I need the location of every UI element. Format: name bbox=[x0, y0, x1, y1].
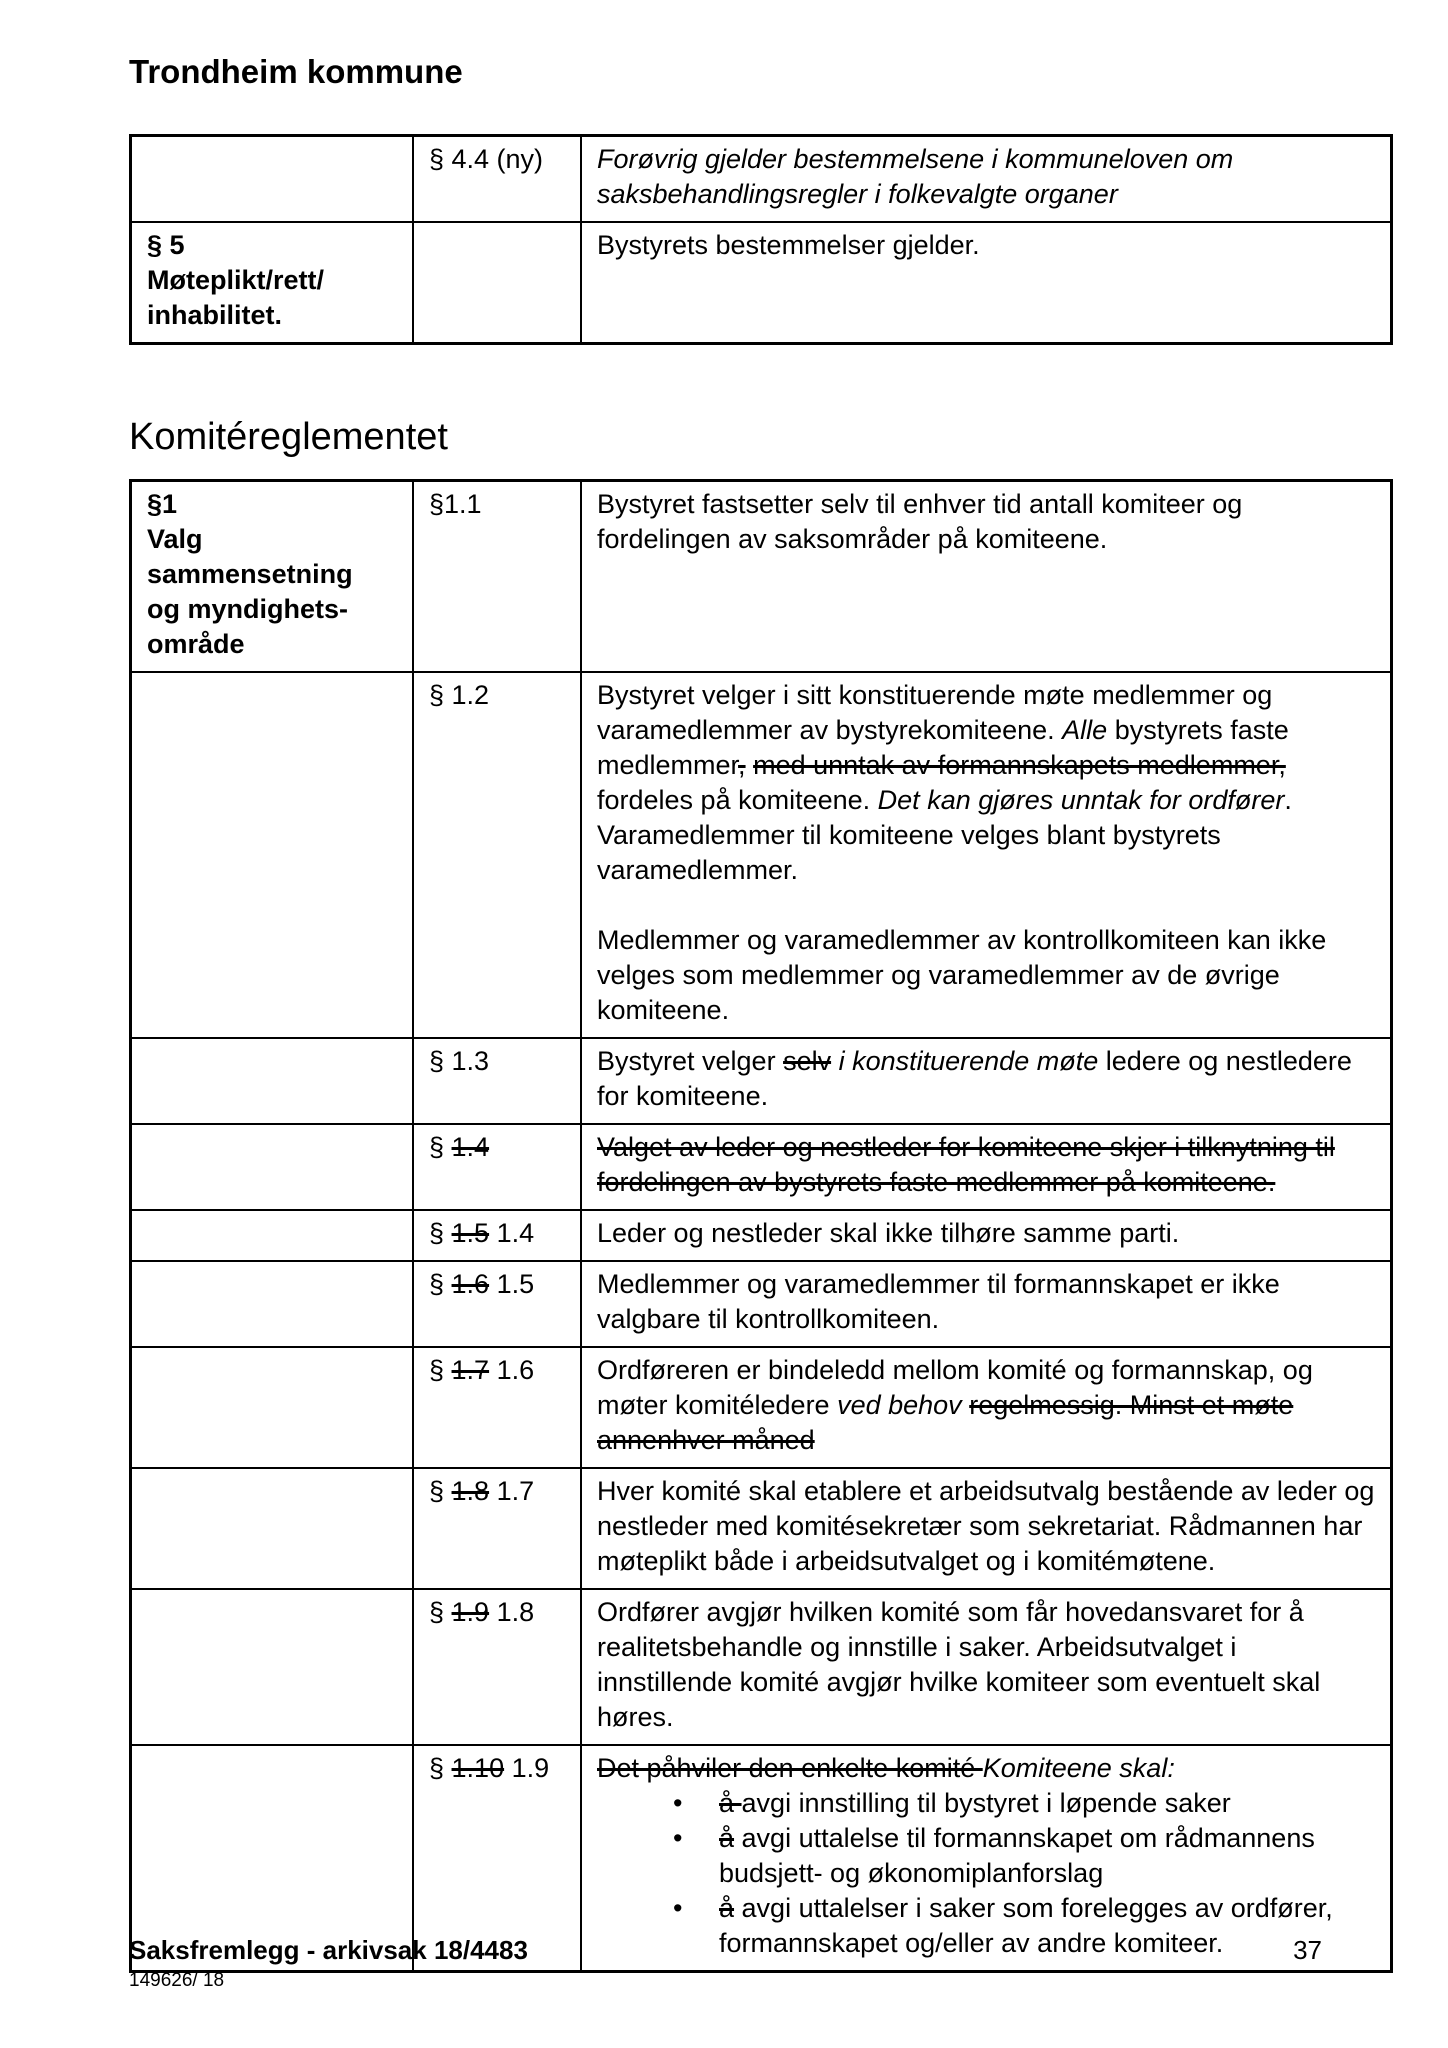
table-row bbox=[131, 1124, 1392, 1210]
table-row bbox=[131, 222, 1392, 344]
paragraph-number-cell bbox=[413, 136, 581, 223]
footer-case-reference: Saksfremlegg - arkivsak 18/4483 bbox=[129, 1935, 528, 1965]
paragraph-ref: § 1.3 bbox=[429, 1046, 490, 1076]
section-cell bbox=[131, 136, 414, 223]
paragraph-number-cell bbox=[413, 222, 581, 344]
table-row bbox=[131, 672, 1392, 1038]
paragraph-ref: § 1.5 1.4 bbox=[429, 1218, 535, 1248]
rule-text: Bystyret velger selv i konstituerende møte ledere og nestledere for komiteene. bbox=[597, 1046, 1352, 1111]
section-title-line: Møteplikt/rett/ bbox=[147, 265, 325, 295]
rule-text: Hver komité skal etablere et arbeidsutvalg bestående av leder og nestleder med komitésekretær som sekretariat. Rådmannen har møteplikt både i arbeidsutvalget og i komitémøtene. bbox=[597, 1476, 1375, 1576]
table-row bbox=[131, 1261, 1392, 1347]
section-title-line: område bbox=[147, 629, 245, 659]
bullet-item: • å avgi uttalelser i saker som forelegges av ordfører, formannskapet og/eller av andre komiteer. bbox=[597, 1891, 1375, 1961]
rule-text-cell bbox=[581, 1468, 1392, 1589]
section-cell bbox=[131, 481, 414, 673]
footer-document-id: 149626/ 18 bbox=[129, 1970, 225, 1991]
rule-text-cell bbox=[581, 1589, 1392, 1745]
section-cell bbox=[131, 1347, 414, 1468]
paragraph-number-cell bbox=[413, 1210, 581, 1261]
table-row bbox=[131, 1210, 1392, 1261]
section-cell bbox=[131, 1038, 414, 1124]
section-cell bbox=[131, 1210, 414, 1261]
rule-text: Bystyret fastsetter selv til enhver tid antall komiteer og fordelingen av saksområder på komiteene. bbox=[597, 489, 1243, 554]
page-number: 37 bbox=[1293, 1935, 1322, 1965]
section-cell bbox=[131, 1468, 414, 1589]
rules-table-top bbox=[129, 134, 1393, 345]
section-cell bbox=[131, 1589, 414, 1745]
rule-text: Leder og nestleder skal ikke tilhøre samme parti. bbox=[597, 1218, 1180, 1248]
rule-text-cell bbox=[581, 222, 1392, 344]
section-title-line: § 5 bbox=[147, 230, 185, 260]
rule-text-cell bbox=[581, 672, 1392, 1038]
rule-text-cell bbox=[581, 136, 1392, 223]
rule-text: Det påhviler den enkelte komité Komiteene skal: bbox=[597, 1753, 1175, 1783]
paragraph-number-cell bbox=[413, 1347, 581, 1468]
table-row bbox=[131, 136, 1392, 223]
committee-rules-table bbox=[129, 479, 1393, 1973]
rule-text: Valget av leder og nestleder for komiteene skjer i tilknytning til fordelingen av bystyrets faste medlemmer på komiteene. bbox=[597, 1132, 1335, 1197]
paragraph-number-cell bbox=[413, 1124, 581, 1210]
rule-text-cell bbox=[581, 1038, 1392, 1124]
rule-text: Ordføreren er bindeledd mellom komité og formannskap, og møter komitéledere ved behov regelmessig. Minst et møte annenhver måned bbox=[597, 1355, 1313, 1455]
section-title-line: §1 bbox=[147, 489, 178, 519]
paragraph-number-cell bbox=[413, 1468, 581, 1589]
paragraph-number-cell bbox=[413, 481, 581, 673]
rule-text: Forøvrig gjelder bestemmelsene i kommuneloven om saksbehandlingsregler i folkevalgte organer bbox=[597, 144, 1234, 209]
rule-text-cell bbox=[581, 481, 1392, 673]
section-cell bbox=[131, 1124, 414, 1210]
table-row bbox=[131, 1589, 1392, 1745]
table-row bbox=[131, 1468, 1392, 1589]
paragraph-number-cell bbox=[413, 672, 581, 1038]
paragraph-number-cell bbox=[413, 1589, 581, 1745]
bullet-item: • å avgi innstilling til bystyret i løpende saker bbox=[597, 1786, 1375, 1821]
section-cell bbox=[131, 222, 414, 344]
paragraph-number-cell bbox=[413, 1038, 581, 1124]
rule-text-cell bbox=[581, 1745, 1392, 1972]
document-title: Trondheim kommune bbox=[129, 53, 463, 90]
rule-text-cell bbox=[581, 1347, 1392, 1468]
paragraph-ref: § 1.7 1.6 bbox=[429, 1355, 535, 1385]
section-title-line: og myndighets- bbox=[147, 594, 348, 624]
rule-text: Bystyrets bestemmelser gjelder. bbox=[597, 230, 980, 260]
section-cell bbox=[131, 672, 414, 1038]
paragraph-ref: § 1.9 1.8 bbox=[429, 1597, 535, 1627]
section-title-line: inhabilitet. bbox=[147, 300, 282, 330]
paragraph-ref: § 4.4 (ny) bbox=[429, 144, 544, 174]
paragraph-ref: § 1.8 1.7 bbox=[429, 1476, 535, 1506]
section-heading: Komitéreglementet bbox=[129, 416, 448, 458]
paragraph-ref: § 1.6 1.5 bbox=[429, 1269, 535, 1299]
table-row bbox=[131, 481, 1392, 673]
rule-text-cell bbox=[581, 1261, 1392, 1347]
section-title-line: Valg sammensetning bbox=[147, 524, 353, 589]
paragraph-ref: § 1.4 bbox=[429, 1132, 490, 1162]
table-row bbox=[131, 1038, 1392, 1124]
bullet-item: • å avgi uttalelse til formannskapet om rådmannens budsjett- og økonomiplanforslag bbox=[597, 1821, 1375, 1891]
rule-text-cell bbox=[581, 1210, 1392, 1261]
rule-text: Bystyret velger i sitt konstituerende møte medlemmer og varamedlemmer av bystyrekomiteene. Alle bystyrets faste medlemmer, med unntak av formannskapets medlemmer, fordeles på komiteene. Det kan gjøres unntak for ordfører. Varamedlemmer til komiteene velges blant bystyrets varamedlemmer. bbox=[597, 680, 1292, 885]
paragraph-ref: § 1.2 bbox=[429, 680, 490, 710]
rule-text: Medlemmer og varamedlemmer til formannskapet er ikke valgbare til kontrollkomiteen. bbox=[597, 1269, 1280, 1334]
bullet-list bbox=[597, 1786, 1375, 1961]
paragraph-ref: §1.1 bbox=[429, 489, 482, 519]
table-row bbox=[131, 1347, 1392, 1468]
section-cell bbox=[131, 1261, 414, 1347]
rule-text-cell bbox=[581, 1124, 1392, 1210]
paragraph-ref: § 1.10 1.9 bbox=[429, 1753, 550, 1783]
paragraph-number-cell bbox=[413, 1261, 581, 1347]
rule-text: Medlemmer og varamedlemmer av kontrollkomiteen kan ikke velges som medlemmer og varamedlemmer av de øvrige komiteene. bbox=[597, 925, 1327, 1025]
rule-text: Ordfører avgjør hvilken komité som får hovedansvaret for å realitetsbehandle og innstille i saker. Arbeidsutvalget i innstillende komité avgjør hvilke komiteer som eventuelt skal høres. bbox=[597, 1597, 1321, 1732]
